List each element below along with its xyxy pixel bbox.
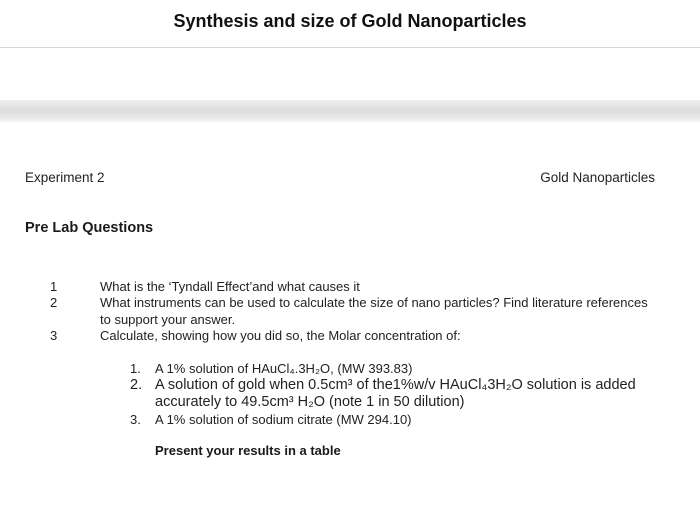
question-number: 1 — [50, 279, 58, 294]
question-number: 3 — [50, 328, 58, 343]
page-header-experiment: Experiment 2 — [25, 170, 105, 185]
question-text: What instruments can be used to calculate the size of nano particles? Find literature references to support your answer. — [100, 295, 648, 327]
list-item-number: 3. — [130, 412, 141, 427]
list-item-number: 2. — [130, 377, 143, 393]
list-item-text: A 1% solution of sodium citrate (MW 294.10) — [155, 412, 412, 427]
list-item-text: A solution of gold when 0.5cm³ of the1%w/v HAuCl₄3H₂O solution is added accurately to 49.5cm³ H₂O (note 1 in 50 dilution) — [155, 377, 636, 410]
list-item-text: A 1% solution of HAuCl₄.3H₂O, (MW 393.83) — [155, 361, 413, 376]
page-break — [0, 100, 700, 122]
page-header-topic: Gold Nanoparticles — [540, 170, 655, 185]
list-item-number: 1. — [130, 361, 141, 376]
closing-instruction: Present your results in a table — [155, 443, 341, 458]
question-text: Calculate, showing how you did so, the Molar concentration of: — [100, 328, 461, 343]
title-bar — [0, 0, 700, 48]
question-number: 2 — [50, 295, 58, 310]
document-title: Synthesis and size of Gold Nanoparticles — [173, 11, 527, 31]
section-heading: Pre Lab Questions — [25, 220, 154, 236]
question-text: What is the ‘Tyndall Effect’and what causes it — [100, 279, 360, 294]
